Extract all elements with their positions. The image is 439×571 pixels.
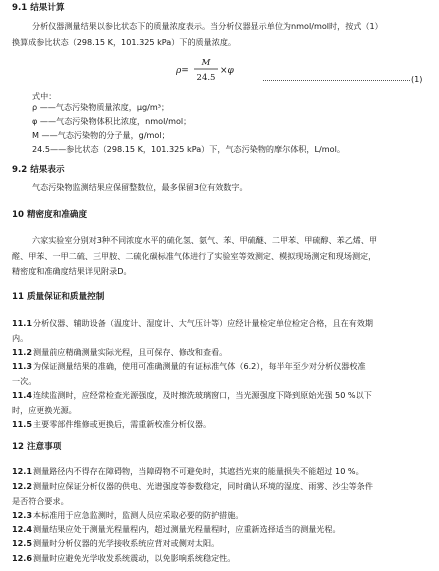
item-number: 12.3 bbox=[12, 510, 32, 520]
item-number: 12.6 bbox=[12, 553, 32, 563]
where-label: 式中： bbox=[32, 91, 57, 101]
list-item-11-4-line-1: 连续监测时，应经常检查光源强度，及时擦洗玻璃窗口，当光源强度下降到原始光强 50 %以下 bbox=[33, 390, 372, 400]
formula-dot-leader bbox=[263, 79, 410, 81]
list-item-12-4: 测量结果应处于测量光程量程内，超过测量光程量程时，应重新选择适当的测量光程。 bbox=[33, 524, 341, 534]
item-number: 12.2 bbox=[12, 481, 32, 491]
heading-9-2: 9.2 结果表示 bbox=[12, 165, 65, 175]
heading-9-1: 9.1 结果计算 bbox=[12, 3, 65, 13]
heading-12: 12 注意事项 bbox=[12, 442, 62, 452]
para-9-1-line-1: 分析仪器测量结果以参比状态下的质量浓度表示。当分析仪器显示单位为nmol/mol时，按式（1） bbox=[32, 21, 383, 31]
para-10-line-1: 六家实验室分别对3种不同浓度水平的硫化氢、氨气、苯、甲硫醚、二甲苯、甲硫醇、苯乙烯、甲 bbox=[32, 235, 378, 245]
formula-rhs: ×φ bbox=[220, 66, 234, 76]
para-10-line-2: 醛、甲苯、一甲二硫、三甲胺、二硫化碳标准气体进行了实验室等效测定、模拟现场测定和现场测定， bbox=[12, 251, 377, 261]
formula-numerator: M bbox=[201, 58, 211, 68]
list-item-12-6: 测量时应避免光学收发系统震动，以免影响系统稳定性。 bbox=[33, 553, 236, 563]
item-number: 11.2 bbox=[12, 347, 32, 357]
list-item-12-1: 测量路径内不得存在障碍物，当障碍物不可避免时，其遮挡光束的能量损失不能超过 10 %。 bbox=[33, 466, 364, 476]
item-number: 12.1 bbox=[12, 466, 32, 476]
definition-rho: ρ ——气态污染物质量浓度，μg/m³； bbox=[32, 102, 170, 112]
heading-10: 10 精密度和准确度 bbox=[12, 210, 88, 220]
list-item-11-5: 主要零部件维修或更换后，需重新校准分析仪器。 bbox=[33, 419, 212, 429]
formula-lhs: ρ= bbox=[176, 66, 189, 76]
para-9-1-line-2: 换算成参比状态（298.15 K，101.325 kPa）下的质量浓度。 bbox=[12, 37, 237, 47]
list-item-11-1-line-1: 分析仪器、辅助设备（温度计、湿度计、大气压计等）应经计量检定单位检定合格，且在有效期 bbox=[33, 318, 373, 328]
para-10-line-3: 精密度和准确度结果详见附录D。 bbox=[12, 266, 132, 276]
item-number: 12.5 bbox=[12, 538, 32, 548]
list-item-11-1-line-2: 内。 bbox=[12, 333, 29, 343]
list-item-12-2-line-1: 测量时应保证分析仪器的供电、光谱强度等参数稳定，同时确认环境的湿度、雨雾、沙尘等条件 bbox=[33, 481, 373, 491]
definition-m: M ——气态污染物的分子量，g/mol； bbox=[32, 130, 170, 140]
list-item-11-4-line-2: 时，应更换光源。 bbox=[12, 405, 77, 415]
heading-11: 11 质量保证和质量控制 bbox=[12, 292, 105, 302]
formula-denominator: 24.5 bbox=[196, 73, 216, 83]
item-number: 11.1 bbox=[12, 318, 32, 328]
item-number: 11.4 bbox=[12, 390, 32, 400]
list-item-11-2: 测量前应精确测量实际光程，且可保存、修改和查看。 bbox=[33, 347, 228, 357]
item-number: 11.3 bbox=[12, 361, 32, 371]
list-item-12-3: 本标准用于应急监测时，监测人员应采取必要的防护措施。 bbox=[33, 510, 244, 520]
item-number: 11.5 bbox=[12, 419, 32, 429]
definition-phi: φ ——气态污染物体积比浓度，nmol/mol； bbox=[32, 116, 192, 126]
list-item-12-5: 测量时分析仪器的光学接收系统应背对或侧对太阳。 bbox=[33, 538, 220, 548]
list-item-11-3-line-1: 为保证测量结果的准确，使用可准确测量的有证标准气体（6.2），每半年至少对分析仪器校准 bbox=[33, 361, 366, 371]
para-9-2: 气态污染物监测结果应保留整数位，最多保留3位有效数字。 bbox=[32, 182, 248, 192]
list-item-12-2-line-2: 是否符合要求。 bbox=[12, 496, 69, 506]
item-number: 12.4 bbox=[12, 524, 32, 534]
definition-molar-volume: 24.5——参比状态（298.15 K，101.325 kPa）下，气态污染物的摩尔体积，L/mol。 bbox=[32, 144, 345, 154]
list-item-11-3-line-2: 一次。 bbox=[12, 376, 37, 386]
formula-number: (1) bbox=[411, 74, 423, 84]
formula-1 bbox=[176, 57, 256, 87]
